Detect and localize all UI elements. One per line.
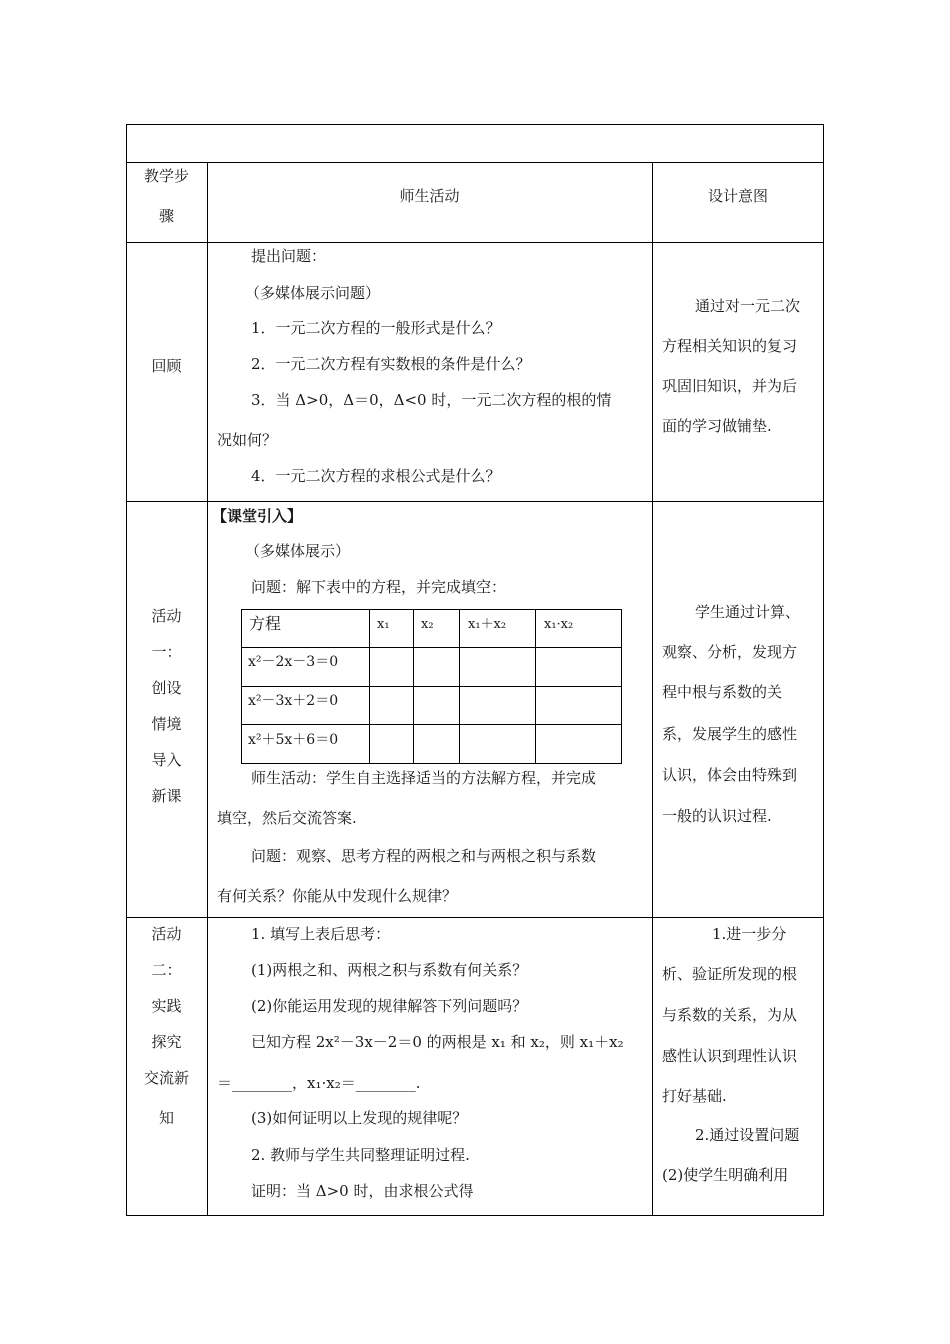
table-header: x₁＋x₂: [468, 617, 507, 632]
step-activity1: 创设: [151, 679, 182, 697]
row-divider: [126, 501, 824, 502]
header-intent: 设计意图: [707, 187, 768, 205]
header-step: 教学步: [143, 167, 189, 185]
activity2-line: 已知方程 2x²－3x－2＝0 的两根是 x₁ 和 x₂，则 x₁＋x₂: [251, 1033, 624, 1051]
step-activity2: 交流新: [143, 1069, 189, 1087]
intent-line: 程中根与系数的关: [662, 683, 783, 701]
intent-line: 一般的认识过程.: [662, 807, 772, 825]
step-activity1: 情境: [151, 715, 182, 733]
table-col-divider: [459, 609, 460, 764]
review-line: 1．一元二次方程的一般形式是什么？: [251, 319, 501, 337]
intent-line: 方程相关知识的复习: [662, 337, 798, 355]
table-col-divider: [535, 609, 536, 764]
intent-line: 学生通过计算、: [695, 603, 801, 621]
table-header: x₂: [421, 617, 434, 632]
step-activity2: 活动: [151, 925, 182, 943]
step-activity1: 新课: [151, 787, 182, 805]
intent-line: 观察、分析，发现方: [662, 643, 798, 661]
row-divider: [126, 917, 824, 918]
intent-line: 感性认识到理性认识: [662, 1047, 798, 1065]
table-header: 方程: [249, 614, 282, 633]
table-cell-equation: x²－2x－3＝0: [248, 654, 339, 670]
table-cell-equation: x²＋5x＋6＝0: [248, 732, 339, 748]
review-line: 提出问题：: [251, 247, 327, 265]
table-col-divider: [369, 609, 370, 764]
intent-line: 析、验证所发现的根: [662, 965, 798, 983]
step-activity2: 二：: [151, 961, 182, 979]
step-activity1: 活动: [151, 607, 182, 625]
table-header: x₁: [377, 617, 390, 632]
table-row-divider: [241, 686, 622, 687]
question-text: 问题：解下表中的方程，并完成填空：: [251, 578, 507, 596]
step-activity2: 实践: [151, 997, 182, 1015]
table-row-divider: [241, 647, 622, 648]
table-col-divider: [413, 609, 414, 764]
intent-line: 打好基础.: [662, 1087, 727, 1105]
intent-line: 巩固旧知识，并为后: [662, 377, 798, 395]
activity2-line: (2)你能运用发现的规律解答下列问题吗？: [251, 997, 528, 1015]
activity2-line: ＝________，x₁·x₂＝________.: [217, 1074, 421, 1092]
review-line: 3．当 Δ>0，Δ＝0，Δ<0 时，一元二次方程的根的情: [251, 391, 612, 409]
section-heading: 【课堂引入】: [212, 507, 303, 525]
col-divider: [207, 162, 208, 1216]
review-line: 况如何？: [217, 431, 278, 449]
review-line: 4．一元二次方程的求根公式是什么？: [251, 467, 501, 485]
media-note: （多媒体展示）: [245, 542, 351, 560]
step-activity1: 一：: [151, 643, 182, 661]
step-review: 回顾: [151, 357, 182, 375]
activity2-line: 证明：当 Δ>0 时，由求根公式得: [251, 1182, 474, 1200]
step-activity2: 探究: [151, 1033, 182, 1051]
activity2-line: 2. 教师与学生共同整理证明过程.: [251, 1146, 470, 1164]
review-line: （多媒体展示问题）: [245, 284, 381, 302]
table-row-divider: [241, 724, 622, 725]
activity2-line: 1. 填写上表后思考：: [251, 925, 391, 943]
intent-line: 2.通过设置问题: [695, 1126, 800, 1144]
table-header: x₁·x₂: [544, 617, 574, 632]
col-divider: [652, 162, 653, 1216]
intent-line: (2)使学生明确利用: [662, 1166, 789, 1184]
step-activity2: 知: [158, 1109, 174, 1127]
activity2-line: (3)如何证明以上发现的规律呢？: [251, 1109, 468, 1127]
intent-line: 与系数的关系，为从: [662, 1006, 798, 1024]
activity-line: 师生活动：学生自主选择适当的方法解方程，并完成: [251, 769, 597, 787]
review-line: 2．一元二次方程有实数根的条件是什么？: [251, 355, 531, 373]
row-divider: [126, 242, 824, 243]
table-cell-equation: x²－3x＋2＝0: [248, 693, 339, 709]
activity-line: 填空，然后交流答案.: [217, 809, 357, 827]
header-activity: 师生活动: [399, 187, 460, 205]
activity-line: 问题：观察、思考方程的两根之和与两根之积与系数: [251, 847, 597, 865]
row-divider: [126, 162, 824, 163]
intent-line: 系，发展学生的感性: [662, 725, 798, 743]
step-activity1: 导入: [151, 751, 182, 769]
intent-line: 1.进一步分: [712, 925, 787, 943]
activity-line: 有何关系？你能从中发现什么规律？: [217, 887, 458, 905]
intent-line: 认识，体会由特殊到: [662, 766, 798, 784]
intent-line: 通过对一元二次: [695, 297, 801, 315]
activity2-line: (1)两根之和、两根之积与系数有何关系？: [251, 961, 528, 979]
intent-line: 面的学习做铺垫.: [662, 417, 772, 435]
header-step-cont: 骤: [158, 207, 174, 225]
